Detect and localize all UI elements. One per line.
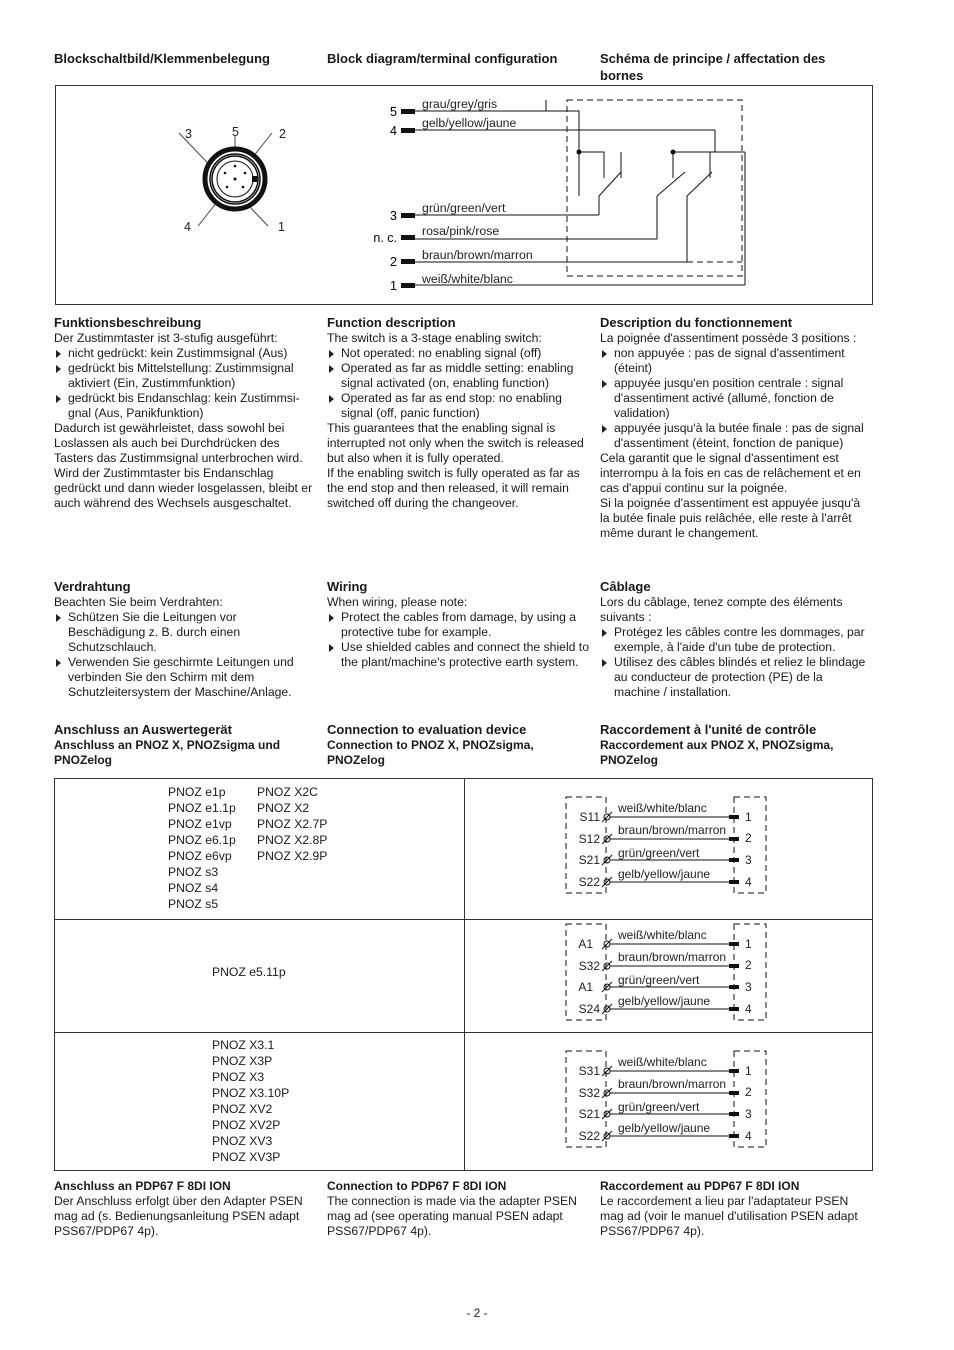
- svg-text:grün/green/vert: grün/green/vert: [618, 846, 700, 860]
- svg-text:5: 5: [390, 105, 397, 119]
- svg-text:n. c.: n. c.: [373, 231, 397, 245]
- wiring-diagram-row-1: [566, 797, 766, 893]
- svg-text:2: 2: [745, 1085, 752, 1099]
- terminal-label-nc: rosa/pink/rose: [422, 224, 500, 238]
- svg-text:gelb/yellow/jaune: gelb/yellow/jaune: [618, 994, 711, 1008]
- connection-wiring-svg: [55, 779, 872, 1170]
- pdp-de: Anschluss an PDP67 F 8DI ION Der Anschluss erfolgt über den Adapter PSEN mag ad (s. Bedienungsanleitung PSEN adapt PSS67/PDP67 4p).: [54, 1179, 303, 1238]
- svg-text:grün/green/vert: grün/green/vert: [618, 973, 700, 987]
- switch-schematic: [546, 100, 745, 285]
- table-row-2-devices: PNOZ e5.11p: [212, 965, 286, 979]
- connection-de: Anschluss an Auswertegerät Anschluss an PNOZ X, PNOZsigma und PNOZelog: [54, 722, 281, 767]
- wiring-en: Wiring When wiring, please note: Protect the cables from damage, by using a protective tube for example. Use shielded cables and connect the shield to the plant/machine's protective earth system.: [327, 579, 589, 669]
- svg-text:A1: A1: [578, 980, 593, 994]
- heading-block-diagram-fr: Schéma de principe / affectation des bornes: [600, 51, 826, 83]
- terminal-row-1: [390, 272, 745, 293]
- svg-text:3: 3: [745, 853, 752, 867]
- svg-text:4: 4: [390, 124, 397, 138]
- svg-text:3: 3: [390, 209, 397, 223]
- wiring-fr: Câblage Lors du câblage, tenez compte des éléments suivants : Protégez les câbles contre les dommages, par exemple, à l'aide d'un tube de protection. Utilisez des câbles blindés et reliez le blindage au conducteur de protection (PE) de la machine / installation.: [600, 578, 870, 700]
- terminal-row-4: [390, 116, 715, 138]
- block-diagram-box: [55, 85, 873, 305]
- svg-text:grün/green/vert: grün/green/vert: [618, 1100, 700, 1114]
- svg-text:2: 2: [745, 958, 752, 972]
- svg-text:4: 4: [745, 1002, 752, 1016]
- svg-text:2: 2: [745, 831, 752, 845]
- wiring-diagram-row-2: [566, 924, 766, 1020]
- svg-text:S22: S22: [578, 1129, 600, 1143]
- connection-table: [54, 778, 873, 1171]
- pin-label-1: 1: [278, 220, 285, 234]
- page-number: - 2 -: [466, 1306, 488, 1320]
- terminal-label-4: gelb/yellow/jaune: [422, 116, 517, 130]
- pdp-fr: Raccordement au PDP67 F 8DI ION Le raccordement a lieu par l'adaptateur PSEN mag ad (voir le manuel d'utilisation PSEN adapt PSS67/PDP67 4p).: [600, 1179, 858, 1238]
- svg-text:3: 3: [745, 980, 752, 994]
- svg-text:S32: S32: [578, 959, 600, 973]
- connection-fr: Raccordement à l'unité de contrôle Raccordement aux PNOZ X, PNOZsigma, PNOZelog: [600, 722, 834, 767]
- svg-text:braun/brown/marron: braun/brown/marron: [618, 950, 727, 964]
- svg-text:3: 3: [745, 1107, 752, 1121]
- svg-text:braun/brown/marron: braun/brown/marron: [618, 1077, 727, 1091]
- svg-text:1: 1: [745, 1064, 752, 1078]
- pin-label-3: 3: [185, 127, 192, 141]
- terminal-label-2: braun/brown/marron: [422, 248, 533, 262]
- terminal-label-3: grün/green/vert: [422, 201, 506, 215]
- function-desc-fr: Description du fonctionnement La poignée d'assentiment possède 3 positions : non appuyée : pas de signal d'assentiment (éteint) appuyée jusqu'en position centrale : signal d'assentiment activé (allumé, fonction de validation) appuyée jusqu'à la butée finale : pas de signal d'assentiment (éteint, fonction de panique) Cela garantit que le signal d'assentiment est interrompu à la fois en cas de relâchement et en cas d'appui continu sur la poignée. Si la poignée d'assentiment est appuyée jusqu'à la butée finale puis relâchée, elle reste à l'arrêt même durant le changement.: [600, 314, 870, 541]
- svg-text:S21: S21: [578, 1107, 600, 1121]
- heading-block-diagram-de: Blockschaltbild/Klemmenbelegung: [54, 51, 270, 66]
- pin-label-5: 5: [232, 125, 239, 139]
- block-diagram-svg: [56, 86, 874, 306]
- terminal-row-3: [390, 201, 599, 223]
- table-row-1-devices-b: PNOZ X2C PNOZ X2 PNOZ X2.7P PNOZ X2.8P PNOZ X2.9P: [257, 785, 328, 863]
- svg-text:braun/brown/marron: braun/brown/marron: [618, 823, 727, 837]
- svg-text:4: 4: [745, 1129, 752, 1143]
- pin-label-2: 2: [279, 127, 286, 141]
- svg-text:A1: A1: [578, 937, 593, 951]
- pdp-en: Connection to PDP67 F 8DI ION The connection is made via the adapter PSEN mag ad (see operating manual PSEN adapt PSS67/PDP67 4p).: [327, 1179, 577, 1238]
- svg-text:S32: S32: [578, 1086, 600, 1100]
- svg-text:weiß/white/blanc: weiß/white/blanc: [618, 928, 707, 942]
- wiring-diagram-row-3: [566, 1051, 766, 1147]
- connector-icon: [179, 133, 272, 226]
- svg-text:1: 1: [745, 937, 752, 951]
- svg-text:S24: S24: [578, 1002, 600, 1016]
- terminal-label-1: weiß/white/blanc: [422, 272, 513, 286]
- svg-text:weiß/white/blanc: weiß/white/blanc: [618, 1055, 707, 1069]
- terminal-label-5: grau/grey/gris: [422, 97, 498, 111]
- svg-text:2: 2: [390, 255, 397, 269]
- svg-text:S21: S21: [578, 853, 600, 867]
- svg-text:S31: S31: [578, 1064, 600, 1078]
- svg-text:1: 1: [390, 279, 397, 293]
- svg-text:S22: S22: [578, 875, 600, 889]
- terminal-row-2: [390, 248, 687, 269]
- svg-text:S11: S11: [579, 810, 600, 824]
- terminal-row-nc: [373, 224, 657, 245]
- wiring-de: Verdrahtung Beachten Sie beim Verdrahten: Schützen Sie die Leitungen vor Beschädigung z. B. durch einen Schutzschlauch. Verwenden Sie geschirmte Leitungen und verbinden Sie den Schirm mit dem Schutzleitersystem der Maschine/Anlage.: [54, 578, 316, 700]
- svg-text:S12: S12: [578, 832, 600, 846]
- svg-text:gelb/yellow/jaune: gelb/yellow/jaune: [618, 867, 711, 881]
- pin-label-4: 4: [184, 220, 191, 234]
- table-row-1-devices-a: PNOZ e1p PNOZ e1.1p PNOZ e1vp PNOZ e6.1p PNOZ e6vp PNOZ s3 PNOZ s4 PNOZ s5: [168, 785, 236, 911]
- svg-text:weiß/white/blanc: weiß/white/blanc: [618, 801, 707, 815]
- function-desc-en: Function description The switch is a 3-stage enabling switch: Not operated: no enabling signal (off) Operated as far as middle setting: enabling signal activated (on, enabling function) Operated as far as end stop: no enabling signal (off, panic function) This guarantees that the enabling signal is interrupted not only when the switch is released but also when it is fully operated. If the enabling switch is fully operated as far as the end stop and then released, it will remain switched off during the changeover.: [327, 314, 589, 511]
- function-desc-de: Funktionsbeschreibung Der Zustimmtaster ist 3-stufig ausgeführt: nicht gedrückt: kein Zustimmsignal (Aus) gedrückt bis Mittelstellung: Zustimmsignal aktiviert (Ein, Zustimmfunktion) gedrückt bis Endanschlag: kein Zustimmsi-gnal (Aus, Panikfunktion) Dadurch ist gewährleistet, dass sowohl bei Loslassen als auch bei Durchdrücken des Tasters das Zustimmsignal unterbrochen wird. Wird der Zustimmtaster bis Endanschlag gedrückt und dann wieder losgelassen, bleibt er auch während des Wechsels ausgeschaltet.: [54, 314, 316, 511]
- connection-en: Connection to evaluation device Connection to PNOZ X, PNOZsigma, PNOZelog: [327, 722, 534, 767]
- svg-text:gelb/yellow/jaune: gelb/yellow/jaune: [618, 1121, 711, 1135]
- heading-block-diagram-en: Block diagram/terminal configuration: [327, 51, 558, 66]
- table-row-3-devices: PNOZ X3.1 PNOZ X3P PNOZ X3 PNOZ X3.10P PNOZ XV2 PNOZ XV2P PNOZ XV3 PNOZ XV3P: [212, 1038, 290, 1164]
- svg-text:1: 1: [745, 810, 752, 824]
- svg-text:4: 4: [745, 875, 752, 889]
